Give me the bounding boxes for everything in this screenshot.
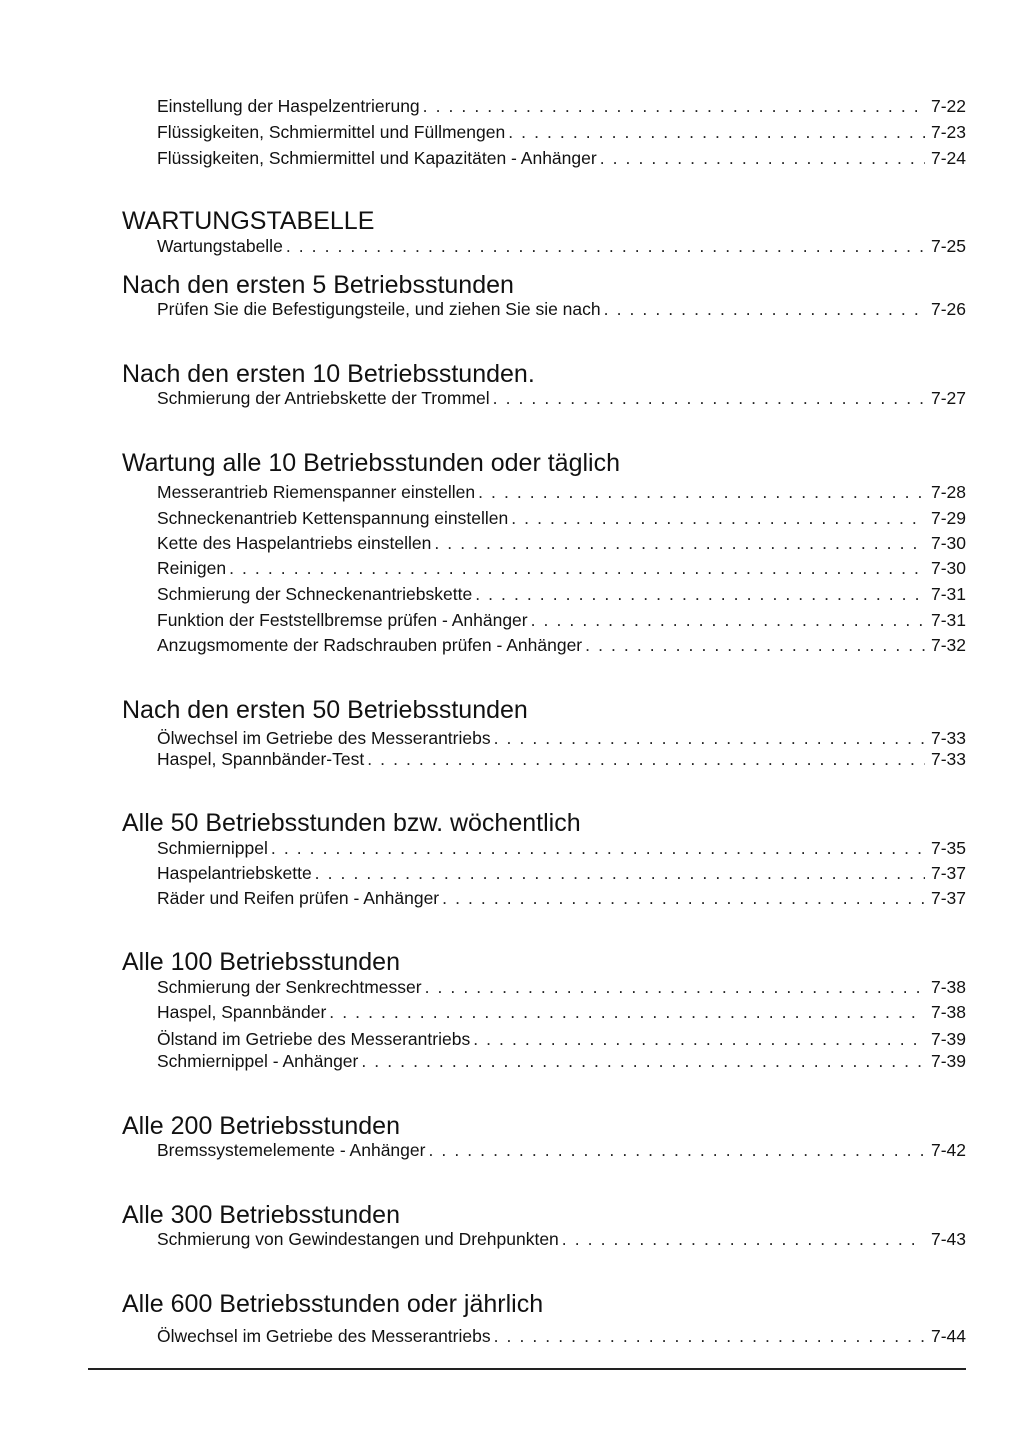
toc-entry-label: Schmierung der Schneckenantriebskette bbox=[157, 584, 473, 604]
toc-entry-page: 7-26 bbox=[930, 299, 966, 319]
toc-entry[interactable] bbox=[157, 297, 966, 321]
dot-leader bbox=[531, 608, 925, 632]
dot-leader bbox=[229, 556, 925, 580]
toc-entry-page: 7-25 bbox=[930, 236, 966, 256]
toc-entry[interactable] bbox=[157, 886, 966, 910]
toc-entry-page: 7-39 bbox=[930, 1051, 966, 1071]
footer-rule bbox=[88, 1368, 966, 1370]
toc-entry[interactable] bbox=[157, 1000, 966, 1024]
dot-leader bbox=[434, 531, 925, 555]
section-heading: WARTUNGSTABELLE bbox=[122, 207, 375, 235]
dot-leader bbox=[367, 747, 925, 771]
toc-entry[interactable] bbox=[157, 1324, 966, 1348]
toc-entry-label: Ölstand im Getriebe des Messerantriebs bbox=[157, 1029, 471, 1049]
toc-entry-page: 7-29 bbox=[930, 508, 966, 528]
toc-entry-label: Haspelantriebskette bbox=[157, 863, 312, 883]
toc-entry-page: 7-38 bbox=[930, 1002, 966, 1022]
toc-entry-page: 7-24 bbox=[930, 148, 966, 168]
dot-leader bbox=[604, 297, 925, 321]
toc-entry-page: 7-28 bbox=[930, 482, 966, 502]
toc-entry-label: Messerantrieb Riemenspanner einstellen bbox=[157, 482, 476, 502]
section-heading: Wartung alle 10 Betriebsstunden oder täglich bbox=[122, 449, 620, 477]
toc-entry-page: 7-38 bbox=[930, 977, 966, 997]
toc-entry-page: 7-39 bbox=[930, 1029, 966, 1049]
dot-leader bbox=[511, 506, 925, 530]
toc-entry[interactable] bbox=[157, 608, 966, 632]
dot-leader bbox=[508, 120, 925, 144]
toc-entry-label: Haspel, Spannbänder-Test bbox=[157, 749, 365, 769]
section-heading: Alle 300 Betriebsstunden bbox=[122, 1201, 400, 1229]
toc-entry-page: 7-44 bbox=[930, 1326, 966, 1346]
toc-entry-label: Einstellung der Haspelzentrierung bbox=[157, 96, 420, 116]
toc-entry[interactable] bbox=[157, 836, 966, 860]
toc-entry[interactable] bbox=[157, 633, 966, 657]
dot-leader bbox=[475, 582, 925, 606]
toc-entry[interactable] bbox=[157, 506, 966, 530]
dot-leader bbox=[585, 633, 925, 657]
toc-entry[interactable] bbox=[157, 1049, 966, 1073]
toc-entry-label: Schmierung der Senkrechtmesser bbox=[157, 977, 422, 997]
toc-entry-label: Ölwechsel im Getriebe des Messerantriebs bbox=[157, 1326, 491, 1346]
toc-entry-label: Ölwechsel im Getriebe des Messerantriebs bbox=[157, 728, 491, 748]
toc-entry-page: 7-32 bbox=[930, 635, 966, 655]
toc-entry[interactable] bbox=[157, 975, 966, 999]
toc-entry-page: 7-37 bbox=[930, 888, 966, 908]
toc-entry-label: Reinigen bbox=[157, 558, 227, 578]
toc-entry-label: Schmierung der Antriebskette der Trommel bbox=[157, 388, 490, 408]
toc-entry-page: 7-33 bbox=[930, 749, 966, 769]
toc-entry[interactable] bbox=[157, 120, 966, 144]
toc-entry-page: 7-31 bbox=[930, 610, 966, 630]
toc-entry-page: 7-30 bbox=[930, 533, 966, 553]
toc-entry[interactable] bbox=[157, 146, 966, 170]
toc-entry-page: 7-35 bbox=[930, 838, 966, 858]
section-heading: Nach den ersten 10 Betriebsstunden. bbox=[122, 360, 535, 388]
dot-leader bbox=[428, 1138, 925, 1162]
toc-entry[interactable] bbox=[157, 480, 966, 504]
toc-entry-label: Haspel, Spannbänder bbox=[157, 1002, 327, 1022]
toc-entry-label: Prüfen Sie die Befestigungsteile, und ziehen Sie sie nach bbox=[157, 299, 601, 319]
toc-entry-page: 7-27 bbox=[930, 388, 966, 408]
section-heading: Nach den ersten 50 Betriebsstunden bbox=[122, 696, 528, 724]
toc-entry-page: 7-33 bbox=[930, 728, 966, 748]
toc-entry[interactable] bbox=[157, 747, 966, 771]
toc-entry-label: Flüssigkeiten, Schmiermittel und Füllmengen bbox=[157, 122, 506, 142]
dot-leader bbox=[329, 1000, 925, 1024]
dot-leader bbox=[600, 146, 925, 170]
toc-entry-page: 7-23 bbox=[930, 122, 966, 142]
toc-entry-label: Flüssigkeiten, Schmiermittel und Kapazitäten - Anhänger bbox=[157, 148, 597, 168]
section-heading: Alle 50 Betriebsstunden bzw. wöchentlich bbox=[122, 809, 581, 837]
toc-entry-page: 7-22 bbox=[930, 96, 966, 116]
toc-entry[interactable] bbox=[157, 556, 966, 580]
toc-entry-label: Schmiernippel bbox=[157, 838, 268, 858]
dot-leader bbox=[286, 234, 925, 258]
toc-entry-label: Kette des Haspelantriebs einstellen bbox=[157, 533, 432, 553]
toc-entry[interactable] bbox=[157, 234, 966, 258]
toc-entry[interactable] bbox=[157, 1138, 966, 1162]
section-heading: Nach den ersten 5 Betriebsstunden bbox=[122, 271, 514, 299]
dot-leader bbox=[473, 1027, 925, 1051]
toc-entry-label: Schmiernippel - Anhänger bbox=[157, 1051, 359, 1071]
toc-entry-page: 7-37 bbox=[930, 863, 966, 883]
dot-leader bbox=[442, 886, 925, 910]
dot-leader bbox=[493, 386, 925, 410]
toc-entry-page: 7-30 bbox=[930, 558, 966, 578]
dot-leader bbox=[494, 1324, 925, 1348]
dot-leader bbox=[315, 861, 925, 885]
toc-entry-label: Wartungstabelle bbox=[157, 236, 283, 256]
dot-leader bbox=[425, 975, 925, 999]
toc-entry-label: Bremssystemelemente - Anhänger bbox=[157, 1140, 426, 1160]
section-heading: Alle 200 Betriebsstunden bbox=[122, 1112, 400, 1140]
toc-entry[interactable] bbox=[157, 1227, 966, 1251]
toc-entry[interactable] bbox=[157, 386, 966, 410]
toc-entry[interactable] bbox=[157, 531, 966, 555]
toc-entry[interactable] bbox=[157, 861, 966, 885]
dot-leader bbox=[361, 1049, 925, 1073]
toc-entry[interactable] bbox=[157, 1027, 966, 1051]
toc-entry-label: Räder und Reifen prüfen - Anhänger bbox=[157, 888, 440, 908]
dot-leader bbox=[478, 480, 925, 504]
toc-entry-page: 7-42 bbox=[930, 1140, 966, 1160]
toc-entry-page: 7-31 bbox=[930, 584, 966, 604]
section-heading: Alle 100 Betriebsstunden bbox=[122, 948, 400, 976]
toc-entry-label: Schmierung von Gewindestangen und Drehpunkten bbox=[157, 1229, 559, 1249]
section-heading: Alle 600 Betriebsstunden oder jährlich bbox=[122, 1290, 544, 1318]
dot-leader bbox=[271, 836, 925, 860]
toc-entry[interactable] bbox=[157, 94, 966, 118]
toc-entry[interactable] bbox=[157, 582, 966, 606]
dot-leader bbox=[562, 1227, 925, 1251]
toc-entry-label: Anzugsmomente der Radschrauben prüfen - Anhänger bbox=[157, 635, 583, 655]
toc-entry-page: 7-43 bbox=[930, 1229, 966, 1249]
toc-entry-label: Schneckenantrieb Kettenspannung einstellen bbox=[157, 508, 509, 528]
toc-entry-label: Funktion der Feststellbremse prüfen - Anhänger bbox=[157, 610, 528, 630]
dot-leader bbox=[423, 94, 925, 118]
